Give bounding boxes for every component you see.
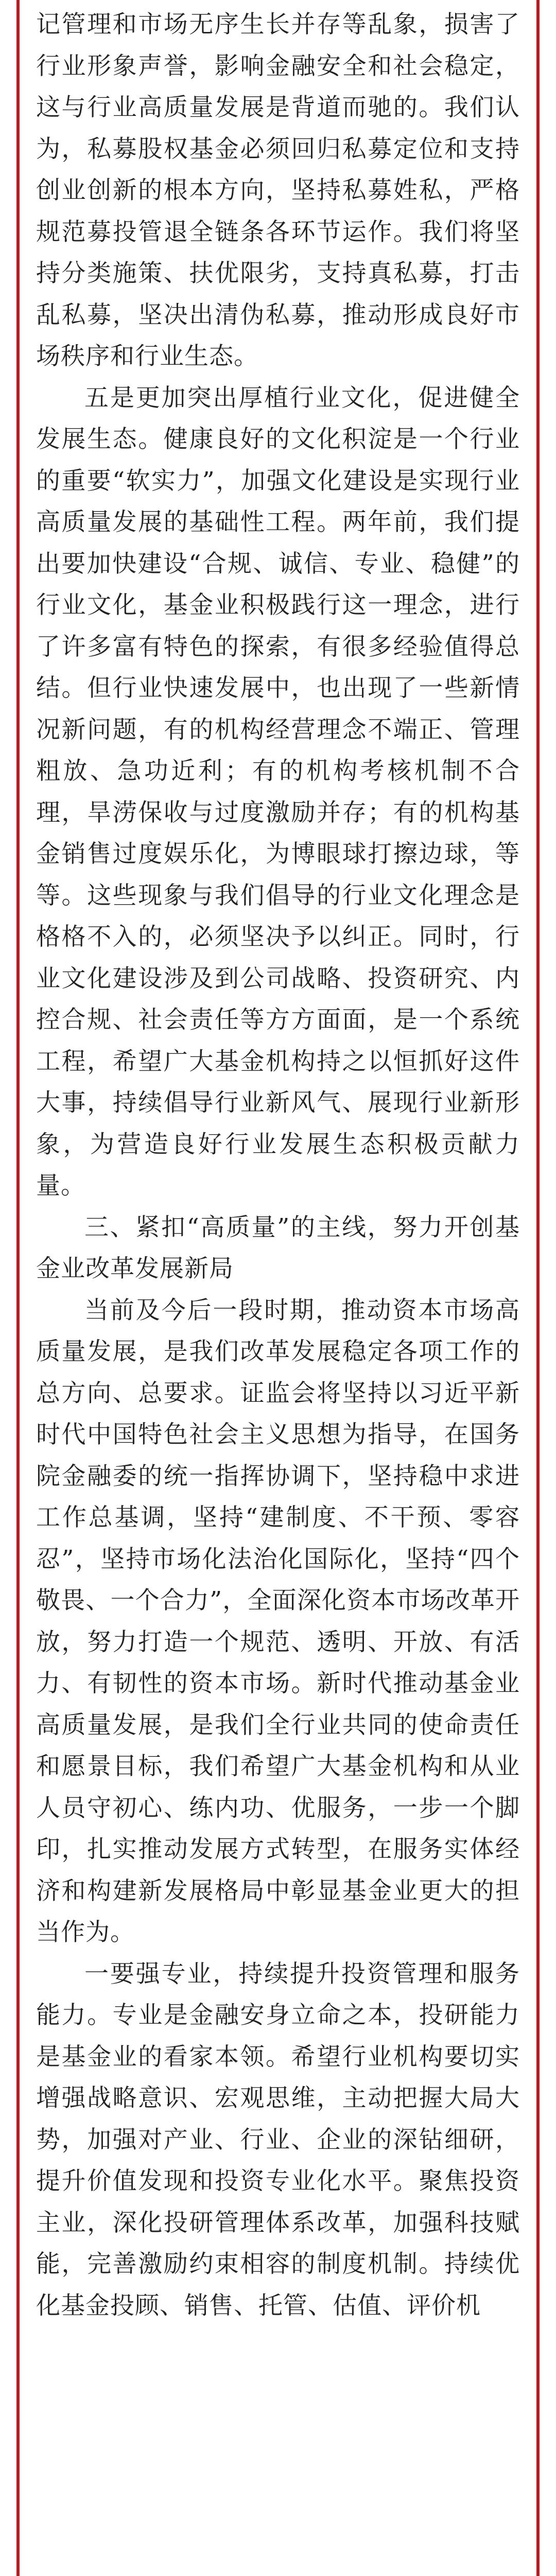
article-body — [36, 4, 520, 2327]
left-red-border — [16, 0, 20, 2576]
paragraph-high-quality-development: 当前及今后一段时期，推动资本市场高质量发展，是我们改革发展稳定各项工作的总方向、总要求。证监会将坚持以习近平新时代中国特色社会主义思想为指导，在国务院金融委的统一指挥协调下，坚持稳中求进工作总基调，坚持“建制度、不干预、零容忍”，坚持市场化法治化国际化，坚持“四个敬畏、一个合力”，全面深化资本市场改革开放，努力打造一个规范、透明、开放、有活力、有韧性的资本市场。新时代推动基金业高质量发展，是我们全行业共同的使命责任和愿景目标，我们希望广大基金机构和从业人员守初心、练内功、优服务，一步一个脚印，扎实推动发展方式转型，在服务实体经济和构建新发展格局中彰显基金业更大的担当作为。 — [36, 1296, 520, 1946]
paragraph-strengthen-professionalism: 一要强专业，持续提升投资管理和服务能力。专业是金融安身立命之本，投研能力是基金业的看家本领。希望行业机构要切实增强战略意识、宏观思维，主动把握大局大势，加强对产业、行业、企业的深钻细研，提升价值发现和投资专业化水平。聚焦投资主业，深化投研管理体系改革，加强科技赋能，完善激励约束相容的制度机制。持续优化基金投顾、销售、托管、估值、评价机 — [36, 1959, 520, 2320]
paragraph-industry-culture: 五是更加突出厚植行业文化，促进健全发展生态。健康良好的文化积淀是一个行业的重要“软实力”，加强文化建设是实现行业高质量发展的基础性工程。两年前，我们提出要加快建设“合规、诚信、专业、稳健”的行业文化，基金业积极践行这一理念，进行了许多富有特色的探索，有很多经验值得总结。但行业快速发展中，也出现了一些新情况新问题，有的机构经营理念不端正、管理粗放、急功近利；有的机构考核机制不合理，旱涝保收与过度激励并存；有的机构基金销售过度娱乐化，为博眼球打擦边球，等等。这些现象与我们倡导的行业文化理念是格格不入的，必须坚决予以纠正。同时，行业文化建设涉及到公司战略、投资研究、内控合规、社会责任等方方面面，是一个系统工程，希望广大基金机构持之以恒抓好这件大事，持续倡导行业新风气、展现行业新形象，为营造良好行业发展生态积极贡献力量。 — [36, 383, 520, 1200]
section-heading-three: 三、紧扣“高质量”的主线，努力开创基金业改革发展新局 — [36, 1213, 520, 1283]
paragraph-continuation: 记管理和市场无序生长并存等乱象，损害了行业形象声誉，影响金融安全和社会稳定，这与行业高质量发展是背道而驰的。我们认为，私募股权基金必须回归私募定位和支持创业创新的根本方向，坚持私募姓私，严格规范募投管退全链条各环节运作。我们将坚持分类施策、扶优限劣，支持真私募，打击乱私募，坚决出清伪私募，推动形成良好市场秩序和行业生态。 — [36, 10, 520, 370]
right-red-border — [536, 0, 540, 2576]
